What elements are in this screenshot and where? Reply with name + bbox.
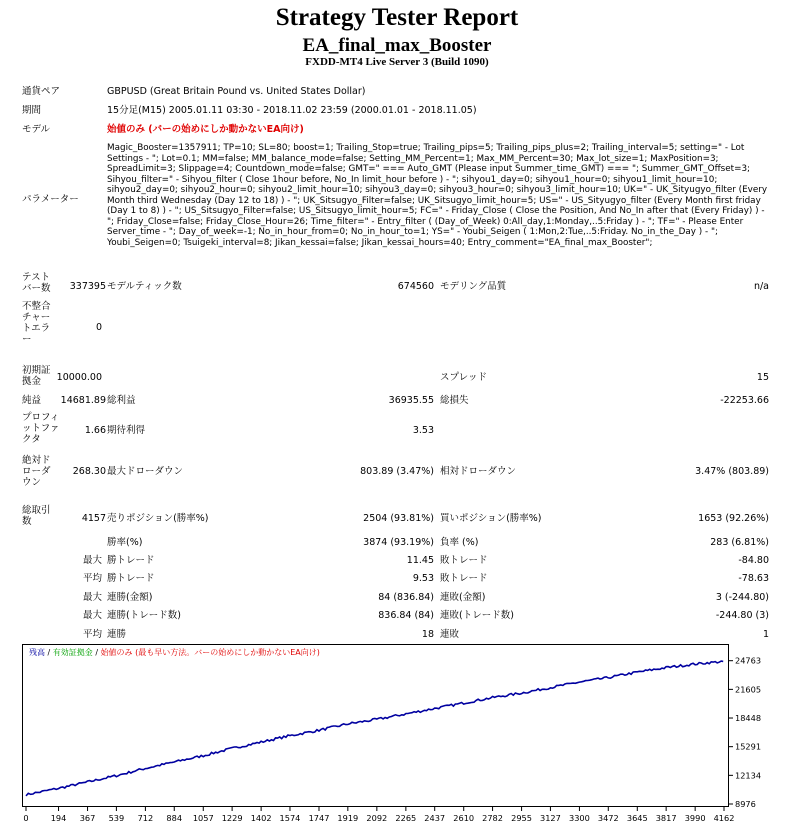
gross-loss-value: -22253.66 — [720, 395, 769, 406]
largest-win-label: 勝トレード — [107, 555, 155, 566]
x-tick-label: 712 — [137, 813, 154, 823]
x-tick-label: 1402 — [250, 813, 272, 823]
largest-prefix: 最大 — [82, 555, 102, 566]
avg-consec-losses-label: 連敗 — [440, 629, 460, 640]
consec-wins-label: 連勝(金額) — [107, 592, 153, 603]
largest-loss-value: -84.80 — [738, 555, 769, 566]
x-tick-label: 2610 — [453, 813, 475, 823]
x-tick-label: 0 — [23, 813, 29, 823]
bars-label: テスト バー数 — [22, 272, 51, 294]
x-tick-label: 2955 — [511, 813, 532, 823]
avg-consec-losses-value: 1 — [762, 629, 769, 640]
rel-dd-label: 相対ドローダウン — [440, 466, 517, 477]
consec-profit-value: 836.84 (84) — [378, 610, 434, 621]
trades-value: 4157 — [81, 513, 106, 524]
x-tick-label: 2437 — [424, 813, 446, 823]
x-tick-label: 3645 — [626, 813, 648, 823]
legend-balance: 残高 — [29, 648, 45, 657]
report-title: Strategy Tester Report — [275, 4, 519, 31]
win-pct-label: 勝率(%) — [107, 537, 143, 548]
consec-wins-value: 84 (836.84) — [378, 592, 434, 603]
y-tick-label: 21605 — [735, 684, 762, 695]
consec-losses-value: 3 (-244.80) — [715, 592, 769, 603]
gross-profit-label: 総利益 — [107, 395, 136, 406]
ea-name: EA_final_max_Booster — [302, 35, 492, 56]
mismatch-label: 不整合チャートエラー — [22, 301, 51, 345]
pf-label: プロフィットファクタ — [22, 412, 60, 445]
largest-loss-label: 敗トレード — [440, 555, 488, 566]
max-dd-value: 803.89 (3.47%) — [360, 466, 434, 477]
x-tick-label: 884 — [166, 813, 183, 823]
y-tick-label: 24763 — [735, 655, 762, 666]
server-name: FXDD-MT4 Live Server 3 (Build 1090) — [305, 56, 489, 68]
rel-dd-value: 3.47% (803.89) — [695, 466, 769, 477]
avg-consec-wins-label: 連勝 — [107, 629, 127, 640]
legend-sep-1: / — [45, 648, 53, 657]
ticks-value: 674560 — [397, 281, 434, 292]
payoff-label: 期待利得 — [107, 425, 146, 436]
period-label: 期間 — [22, 105, 42, 116]
quality-label: モデリング品質 — [440, 281, 507, 292]
consec-losses-label: 連敗(金額) — [440, 592, 486, 603]
bars-value: 337395 — [69, 281, 106, 292]
y-tick-label: 12134 — [735, 770, 762, 781]
x-tick-label: 1747 — [308, 813, 330, 823]
spread-label: スプレッド — [440, 372, 488, 383]
max-dd-label: 最大ドローダウン — [107, 466, 184, 477]
loss-pct-label: 負率 (%) — [440, 537, 479, 548]
balance-chart — [22, 644, 774, 830]
avg-loss-label: 敗トレード — [440, 573, 488, 584]
deposit-value: 10000.00 — [56, 372, 102, 383]
x-tick-label: 1057 — [192, 813, 214, 823]
model-value: 始値のみ (バーの始めにしか動かないEA向け) — [107, 124, 304, 135]
chart-plot-area — [23, 645, 729, 807]
x-tick-label: 3300 — [569, 813, 590, 823]
x-tick-label: 3817 — [655, 813, 677, 823]
average-prefix-2: 平均 — [82, 629, 102, 640]
loss-pct-value: 283 (6.81%) — [710, 537, 769, 548]
deposit-label: 初期証拠金 — [22, 365, 51, 387]
x-tick-label: 3127 — [540, 813, 561, 823]
net-label: 純益 — [22, 395, 42, 406]
average-prefix: 平均 — [82, 573, 102, 584]
params-value: Magic_Booster=1357911; TP=10; SL=80; boost=1; Trailing_Stop=true; Trailing_pips=5; Trailing_pips_plus=2; Trailing_interval=5; setting=" - Lot Settings - "; Lot=0.1; MM=false; MM_balance_mode=false; Setting_MM_Percent=1; Max_MM_Percent=30; Max_lot_size=1; MaxPosition=3; SpreadLimit=3; Slippage=4; Countdown_mode=false; GMT=" === Auto_GMT (Please input Summer_time_GMT) === "; Summer_GMT_Offset=3; Sihyou_filter=" - Sihyou_filter ( Close 1hour before, No_In limit_hour before ) - "; sihyou1_day=0; sihyou1_hour=0; sihyou1_limit_hour=10; sihyou2_day=0; sihyou2_hour=0; sihyou2_limit_hour=10; sihyou3_day=0; sihyou3_hour=0; sihyou3_limit_hour=10; UK=" - UK_Sityugyo_filter (Every Month third Wednesday (Day 12 to 18) ) - "; UK_Sitsugyo_Filter=false; UK_Sitsugyo_limit_hour=5; US=" - US_Sityugyo_filter (Every Month first friday (Day 1 to 8) ) - "; US_Sitsugyo_Filter=false; US_Sitsugyo_limit_hour=5; FC=" - Friday_Close ( Close the Position, And No_In after that (Every Friday) ) - "; Friday_Close=false; Friday_Close_Hour=26; Time_filter=" - Entry_filter ( (Day_of_Week) 0:All_day,1:Monday,..5:Friday ) - "; TF=" - Please Enter Server_time - "; Day_of_week=-1; No_in_hour_from=0; No_in_hour_to=1; YS=" - Youbi_Seigen ( 1:Mon,2:Tue,..5:Friday. No_in_the_Day ) - "; Youbi_Seigen=0; Tsuigeki_interval=8; Jikan_kessai=false; Jikan_kessai_hours=40; Entry_comment="EA_final_max_Booster"; — [107, 143, 768, 248]
consec-loss-label: 連敗(トレード数) — [440, 610, 514, 621]
x-tick-label: 1919 — [337, 813, 359, 823]
y-tick-label: 15291 — [735, 741, 762, 752]
short-label: 売りポジション(勝率%) — [107, 513, 209, 524]
x-tick-label: 3472 — [597, 813, 619, 823]
avg-win-value: 9.53 — [412, 573, 434, 584]
x-tick-label: 1229 — [221, 813, 243, 823]
x-axis — [23, 807, 734, 823]
avg-loss-value: -78.63 — [738, 573, 769, 584]
avg-consec-wins-value: 18 — [421, 629, 434, 640]
x-tick-label: 2265 — [395, 813, 417, 823]
legend-model: 始値のみ (最も早い方法。バーの始めにしか動かないEA向け) — [100, 648, 320, 657]
abs-dd-value: 268.30 — [72, 466, 106, 477]
payoff-value: 3.53 — [412, 425, 434, 436]
gross-loss-label: 総損失 — [440, 395, 469, 406]
consec-loss-value: -244.80 (3) — [715, 610, 769, 621]
x-tick-label: 539 — [108, 813, 125, 823]
x-tick-label: 1574 — [279, 813, 301, 823]
quality-value: n/a — [753, 281, 769, 292]
net-value: 14681.89 — [60, 395, 106, 406]
period-value: 15分足(M15) 2005.01.11 03:30 - 2018.11.02 23:59 (2000.01.01 - 2018.11.05) — [107, 105, 477, 116]
legend-sep-2: / — [92, 648, 101, 657]
avg-win-label: 勝トレード — [107, 573, 155, 584]
consec-profit-label: 連勝(トレード数) — [107, 610, 181, 621]
spread-value: 15 — [756, 372, 769, 383]
mismatch-value: 0 — [95, 322, 102, 333]
x-tick-label: 4162 — [713, 813, 735, 823]
long-value: 1653 (92.26%) — [698, 513, 769, 524]
chart-legend — [29, 647, 320, 658]
params-label: パラメーター — [22, 194, 79, 205]
max-prefix-2: 最大 — [82, 610, 102, 621]
trades-label: 総取引数 — [22, 505, 51, 527]
abs-dd-label: 絶対ドローダウン — [22, 455, 51, 488]
legend-equity: 有効証拠金 — [52, 648, 93, 657]
ticks-label: モデルティック数 — [107, 281, 182, 292]
symbol-value: GBPUSD (Great Britain Pound vs. United States Dollar) — [107, 86, 366, 97]
gross-profit-value: 36935.55 — [388, 395, 434, 406]
short-value: 2504 (93.81%) — [363, 513, 434, 524]
x-tick-label: 2092 — [366, 813, 388, 823]
x-tick-label: 2782 — [482, 813, 503, 823]
x-tick-label: 367 — [79, 813, 96, 823]
y-axis — [729, 656, 761, 809]
long-label: 買いポジション(勝率%) — [440, 513, 542, 524]
win-pct-value: 3874 (93.19%) — [363, 537, 434, 548]
y-tick-label: 18448 — [735, 713, 762, 724]
y-tick-label: 8976 — [735, 799, 756, 809]
x-tick-label: 194 — [50, 813, 67, 823]
x-tick-label: 3990 — [684, 813, 706, 823]
pf-value: 1.66 — [84, 425, 106, 436]
model-label: モデル — [22, 124, 51, 135]
largest-win-value: 11.45 — [406, 555, 434, 566]
symbol-label: 通貨ペア — [22, 86, 61, 97]
max-prefix-1: 最大 — [82, 592, 102, 603]
